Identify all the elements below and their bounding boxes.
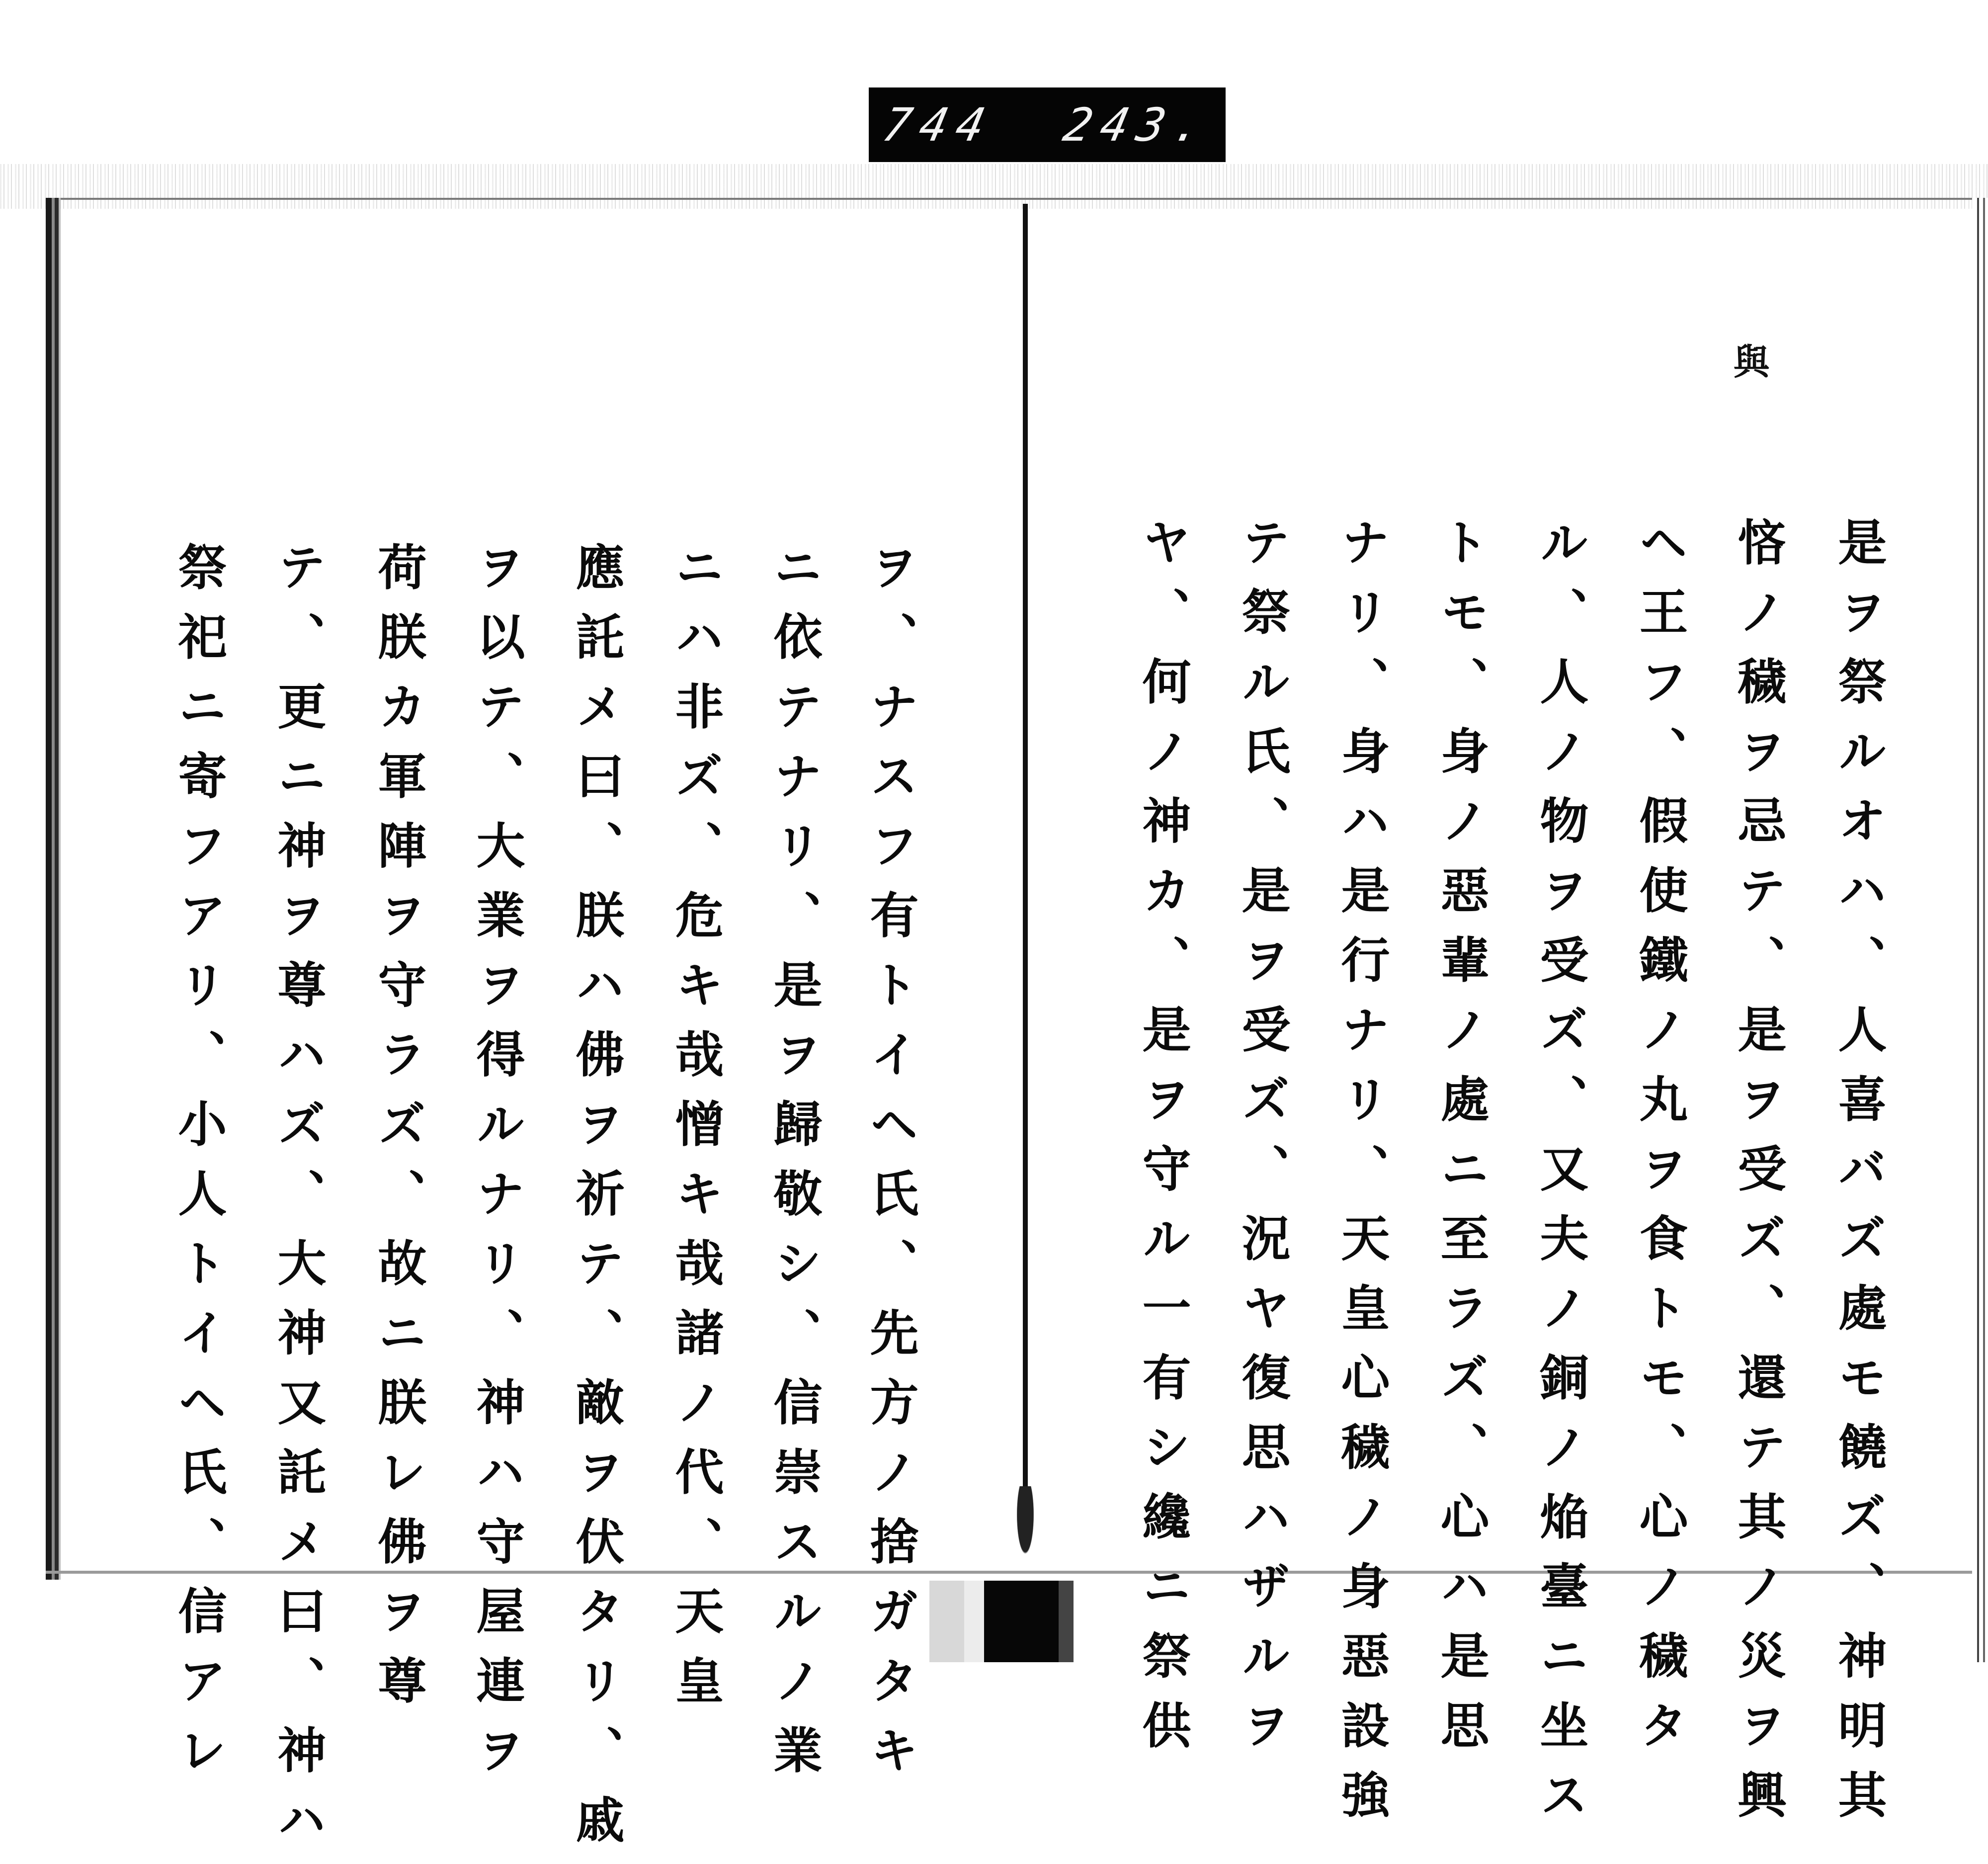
spine-tassel bbox=[1011, 1486, 1040, 1581]
left-page-column: 荷朕カ軍陣ヲ守ラズ、故ニ朕レ佛ヲ尊 bbox=[370, 542, 427, 1725]
right-page-column: トモ、身ノ惡輩ノ處ニ至ラズ、心ハ是思 bbox=[1432, 517, 1490, 1770]
book-right-edge bbox=[1972, 198, 1988, 1662]
right-page-column: 悋ノ穢ヲ忌テ、是ヲ受ズ、還テ其ノ災ヲ興 bbox=[1730, 517, 1787, 1839]
right-page-column: 是ヲ祭ルオハ、人喜バズ處モ饒ズ、神明其 bbox=[1830, 517, 1887, 1839]
left-page-column: 祭祀ニ寄フアリ、小人トイヘ氏、信アレ bbox=[170, 542, 227, 1794]
right-page-column: ル、人ノ物ヲ受ズ、又夫ノ銅ノ焔臺ニ坐ス bbox=[1532, 517, 1589, 1839]
right-page-column: ヘ王フ、假使鐵ノ丸ヲ食トモ、心ノ穢タ bbox=[1631, 517, 1688, 1770]
left-page-column: ニハ非ズ、危キ哉憎キ哉諸ノ代、天皇 bbox=[667, 542, 724, 1725]
left-page-column: ニ依テナリ、是ヲ歸敬シ、信崇スルノ業 bbox=[765, 542, 823, 1794]
right-page-column: テ祭ル氏、是ヲ受ズ、況ヤ復思ハザルヲ bbox=[1234, 517, 1291, 1770]
left-page-column: ヲ、ナスフ有トイヘ氏、先方ノ捨ガタキ bbox=[862, 542, 919, 1794]
left-page-column: テ、更ニ神ヲ尊ハズ、大神又託メ曰、神ハ bbox=[269, 542, 327, 1864]
left-page-column: ヲ以テ、大業ヲ得ルナリ、神ハ守屋連ヲ bbox=[468, 542, 525, 1794]
right-page-column: ナリ、身ハ是行ナリ、天皇心穢ノ身惡設強 bbox=[1333, 517, 1390, 1839]
bottom-mount-strip bbox=[929, 1581, 1074, 1662]
right-page-header: 與 bbox=[1728, 343, 1770, 379]
book-spine bbox=[1023, 204, 1028, 1511]
book-left-edge bbox=[46, 198, 61, 1580]
book-spread bbox=[46, 198, 1988, 1582]
counter-right: 243. bbox=[1059, 98, 1217, 152]
left-page-column: 應託メ曰、朕ハ佛ヲ祈テ、敵ヲ伏タリ、戚 bbox=[568, 542, 625, 1864]
right-page-column: ヤ、何ノ神カ、是ヲ守ル一有シ纔ニ祭供 bbox=[1134, 517, 1191, 1770]
frame-counter bbox=[869, 87, 1226, 162]
counter-left: 744 bbox=[878, 98, 999, 152]
